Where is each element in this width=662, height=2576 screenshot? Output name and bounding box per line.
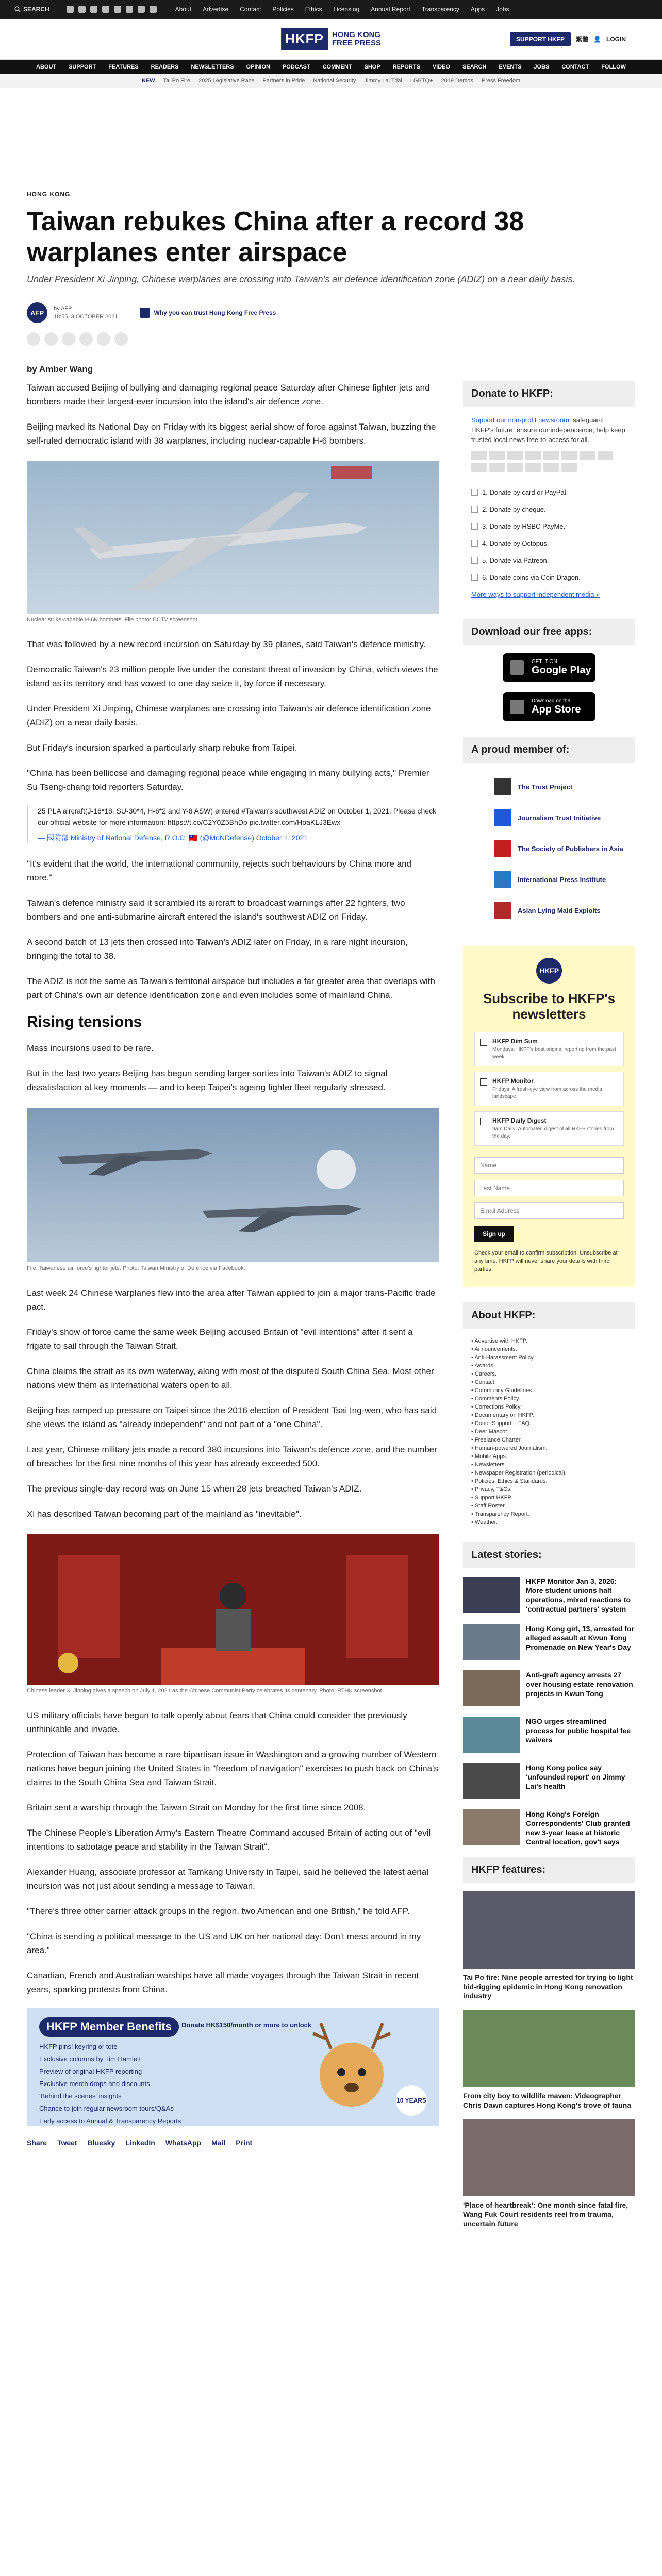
about-link[interactable]: • Deer Mascot.: [471, 1428, 627, 1436]
benefit-item: HKFP pins! keyring or tote: [39, 2043, 118, 2050]
radio-icon: [471, 557, 478, 564]
about-link[interactable]: • Contact.: [471, 1378, 627, 1386]
linkedin-icon[interactable]: [126, 6, 133, 13]
radio-icon: [471, 506, 478, 513]
logo-line-1: HONG KONG: [332, 30, 381, 39]
topic-ticker: [0, 74, 662, 88]
top-link-licensing[interactable]: Licensing: [333, 6, 360, 13]
amex-icon: [507, 451, 523, 460]
trust-icon: [140, 308, 150, 318]
newsletter-option[interactable]: [474, 1111, 624, 1146]
member-logo[interactable]: [494, 802, 635, 833]
bluesky-link[interactable]: Bluesky: [87, 2139, 115, 2147]
paragraph: Britain sent a warship through the Taiwan Strait on Monday for the first time since 2008.: [27, 1803, 366, 1812]
radio-icon: [471, 489, 478, 496]
linkedin-share-icon[interactable]: [79, 332, 93, 346]
about-title: About HKFP:: [463, 1302, 635, 1329]
newsletter-note: Check your email to confirm subscription. Unsubscribe at any time. HKFP will never share your details with third parties.: [474, 1250, 618, 1273]
x-icon[interactable]: [78, 6, 86, 13]
top-link-apps[interactable]: Apps: [470, 6, 485, 13]
benefits-subtitle: Donate HK$150/month or more to unlock: [181, 2021, 312, 2029]
paragraph: "There's three other carrier attack groups in the region, two American and one British," he told AFP.: [27, 1906, 410, 1916]
member-logo[interactable]: [494, 895, 635, 926]
ticker-item[interactable]: National Security: [313, 78, 356, 84]
donate-option-label: 5. Donate via Patreon.: [482, 556, 549, 564]
content-columns: [27, 381, 635, 2238]
benefits-list: [39, 2041, 181, 2126]
paragraph: Under President Xi Jinping, Chinese warplanes are crossing into Taiwan's air defence identification zone (ADIZ) on a near daily basis.: [27, 704, 431, 727]
latest-stories: [463, 1577, 635, 1846]
paragraph: "It's evident that the world, the international community, rejects such behaviours by China more and more.": [27, 859, 412, 883]
nav-events[interactable]: EVENTS: [499, 64, 522, 70]
about-link[interactable]: • Mobile Apps.: [471, 1452, 627, 1461]
photo-caption: Chinese leader Xi Jinping gives a speech on July 1, 2021 as the Chinese Communist Party celebrates its centenary. Photo: RTHK screenshot.: [27, 1688, 384, 1694]
top-link-transparency[interactable]: Transparency: [421, 6, 459, 13]
option-desc: Fridays: A fresh-eye view from across the media landscape.: [492, 1087, 602, 1099]
byline-source[interactable]: by AFP: [54, 306, 72, 312]
top-link-jobs[interactable]: Jobs: [496, 6, 509, 13]
story-title: Anti-graft agency arrests 27 over housing estate renovation projects in Kwun Tong: [526, 1671, 633, 1698]
story-thumbnail: [463, 1577, 520, 1613]
donate-text-body: safeguard HKFP's future, ensure our independence, help keep trusted local news free-to-access for all.: [471, 416, 625, 444]
about-link[interactable]: • Corrections Policy.: [471, 1403, 627, 1411]
newsletter-logo: HKFP: [536, 958, 562, 984]
radio-icon: [471, 540, 478, 547]
nav-about[interactable]: ABOUT: [36, 64, 57, 70]
story-title: Hong Kong police say 'unfounded report' on Jimmy Lai's health: [526, 1764, 625, 1790]
about-link[interactable]: • Anti-Harassment Policy.: [471, 1353, 627, 1362]
logo-text: [332, 31, 381, 47]
sopa-icon: [494, 840, 511, 857]
paragraph: Democratic Taiwan's 23 million people live under the constant threat of invasion by China, which views the island as its territory and has vowed to one day seize it, by force if necessary.: [27, 665, 438, 688]
ticker-item[interactable]: Tai Po Fire: [163, 78, 191, 84]
search-icon: [14, 6, 21, 12]
donate-option[interactable]: [471, 522, 627, 530]
wechat-icon: [507, 463, 523, 472]
nav-features[interactable]: FEATURES: [108, 64, 139, 70]
ipi-icon: [494, 871, 511, 888]
top-link-annual-report[interactable]: Annual Report: [371, 6, 410, 13]
donate-option[interactable]: [471, 505, 627, 513]
feature-image: [463, 2010, 635, 2087]
ticker-item[interactable]: 2025 Legislative Race: [198, 78, 255, 84]
paragraph: The previous single-day record was on June 15 when 28 jets breached Taiwan's ADIZ.: [27, 1484, 362, 1494]
embedded-tweet[interactable]: [27, 805, 439, 843]
main-nav: [0, 60, 662, 74]
tweet-text: 25 PLA aircraft(J-16*18, SU-30*4, H-6*2 and Y-8 ASW) entered #Taiwan's southwest ADIZ on October 1, 2021. Please check our official website for more information: https://t.co/C2Y0Z5BhDp pic.twitter.com/HoaKLJ3Ewx: [38, 807, 437, 826]
fps-icon: [598, 451, 613, 460]
bomber-photo: [27, 461, 439, 614]
paragraph: Canadian, French and Australian warships have all made voyages through the Taiwan Strait in recent years, sparking protests from China.: [27, 1971, 419, 1994]
donate-option[interactable]: [471, 573, 627, 581]
benefit-item: 'Behind the scenes' insights: [39, 2092, 122, 2100]
member-name: The Trust Project: [518, 783, 573, 791]
trust-label: Why you can trust Hong Kong Free Press: [154, 309, 276, 316]
social-icons: [67, 6, 157, 13]
ticker-item[interactable]: Jimmy Lai Trial: [364, 78, 402, 84]
about-link[interactable]: • Advertise with HKFP.: [471, 1337, 627, 1345]
story-item[interactable]: [463, 1624, 635, 1660]
about-link[interactable]: • Newspaper Registration (periodical).: [471, 1469, 627, 1477]
donate-option-label: 2. Donate by cheque.: [482, 505, 546, 513]
trust-project-icon: [494, 778, 511, 795]
nav-follow[interactable]: FOLLOW: [601, 64, 626, 70]
paragraph: Taiwan accused Beijing of bullying and damaging regional peace Saturday after Chinese fighter jets and bombers made their largest-ever incursion into the island's air defence zone.: [27, 383, 430, 406]
donate-option-label: 6. Donate coins via Coin Dragon.: [482, 573, 581, 581]
bank-icon: [543, 451, 559, 460]
article-body: [27, 381, 439, 2238]
apple-icon: [510, 700, 524, 714]
print-link[interactable]: Print: [236, 2139, 253, 2147]
donate-options: [463, 488, 635, 581]
paragraph: Last week 24 Chinese warplanes flew into the area after Taiwan applied to join a major trans-Pacific trade pact.: [27, 1288, 436, 1312]
nav-opinion[interactable]: OPINION: [246, 64, 270, 70]
feature-image: [463, 1891, 635, 1969]
features-title: HKFP features:: [463, 1857, 635, 1883]
story-item[interactable]: [463, 1763, 635, 1799]
share-icons-top: [27, 332, 635, 346]
photo-caption: File: Taiwanese air force's fighter jets. Photo: Taiwan Ministry of Defence via Facebook.: [27, 1265, 245, 1272]
apps-title: Download our free apps:: [463, 619, 635, 645]
member-name: International Press Institute: [518, 875, 606, 884]
instagram-icon[interactable]: [90, 6, 97, 13]
app-store-button[interactable]: [503, 692, 595, 721]
ticker-new-label: NEW: [141, 78, 155, 84]
paragraph: But in the last two years Beijing has begun sending larger sorties into Taiwan's ADIZ to signal dissatisfaction at key moments — and to keep Taipei's ageing fighter fleet regularly stressed.: [27, 1069, 388, 1092]
about-link[interactable]: • Careers.: [471, 1370, 627, 1378]
other-member-icon: [494, 902, 511, 919]
mail-share-icon[interactable]: [114, 332, 128, 346]
top-link-advertise[interactable]: Advertise: [203, 6, 229, 13]
patreon-icon: [471, 463, 487, 472]
feature-item[interactable]: [463, 1891, 635, 2001]
article-author: by Amber Wang: [27, 364, 93, 374]
feature-item[interactable]: [463, 2119, 635, 2228]
about-link[interactable]: • Comments Policy.: [471, 1395, 627, 1403]
ticker-item[interactable]: Press Freedom: [481, 78, 521, 84]
newsletter-option[interactable]: [474, 1072, 624, 1106]
story-title: NGO urges streamlined process for public hospital fee waivers: [526, 1717, 631, 1744]
story-thumbnail: [463, 1809, 520, 1845]
feature-image: [463, 2119, 635, 2196]
threads-icon[interactable]: [102, 6, 109, 13]
donate-option[interactable]: [471, 488, 627, 496]
speech-illustration: [27, 1534, 439, 1685]
option-title: HKFP Daily Digest: [492, 1117, 547, 1124]
afp-avatar: AFP: [27, 302, 47, 323]
login-link[interactable]: LOGIN: [606, 35, 626, 43]
about-link[interactable]: • Awards.: [471, 1362, 627, 1370]
rss-icon[interactable]: [150, 6, 157, 13]
whatsapp-share-icon[interactable]: [97, 332, 110, 346]
paragraph: "China is sending a political message to the US and UK on her national day: Don't mess around in my area.": [27, 1931, 421, 1955]
google-play-large: Google Play: [532, 665, 591, 676]
user-icon[interactable]: 👤: [593, 35, 601, 43]
logo-line-2: FREE PRESS: [332, 38, 381, 47]
donate-title: Donate to HKFP:: [463, 381, 635, 407]
feature-item[interactable]: [463, 2010, 635, 2110]
byline-date: 18:55, 3 OCTOBER 2021: [54, 314, 118, 320]
nav-search[interactable]: SEARCH: [462, 64, 487, 70]
checkbox-icon[interactable]: [480, 1118, 487, 1125]
paragraph: That was followed by a new record incursion on Saturday by 39 planes, said Taiwan's defence ministry.: [27, 639, 426, 649]
anniversary-badge: 10 YEARS: [396, 2085, 427, 2116]
article-subhead: Under President Xi Jinping, Chinese warplanes are crossing into Taiwan's air defence identification zone (ADIZ) on a near daily basis.: [27, 274, 575, 284]
story-item[interactable]: [463, 1809, 635, 1846]
nav-shop[interactable]: SHOP: [364, 64, 380, 70]
story-item[interactable]: [463, 1717, 635, 1753]
paragraph: Mass incursions used to be rare.: [27, 1043, 154, 1053]
member-logo[interactable]: [494, 833, 635, 864]
paragraph: The Chinese People's Liberation Army's Eastern Theatre Command accused Britain of acting out of "evil intentions to sabotage peace and stability in the Taiwan Strait".: [27, 1828, 431, 1852]
story-item[interactable]: [463, 1577, 635, 1614]
youtube-icon[interactable]: [114, 6, 121, 13]
coin-icon: [543, 463, 559, 472]
about-link[interactable]: • Freelance Charter.: [471, 1436, 627, 1444]
nav-readers[interactable]: READERS: [151, 64, 179, 70]
nav-podcast[interactable]: PODCAST: [282, 64, 310, 70]
benefits-title: HKFP Member Benefits: [39, 2017, 179, 2037]
mail-link[interactable]: Mail: [211, 2139, 226, 2147]
story-title: Hong Kong's Foreign Correspondents' Club granted new 3-year lease at historic Central location, gov't says: [526, 1810, 630, 1846]
paragraph: Friday's show of force came the same week Beijing accused Britain of "evil intentions" after it sent a frigate to sail through the Taiwan Strait.: [27, 1327, 413, 1351]
cheque-icon: [525, 463, 541, 472]
radio-icon: [471, 574, 478, 581]
donate-text-link[interactable]: Support our non-profit newsroom:: [471, 416, 571, 424]
paragraph: Protection of Taiwan has become a rare bipartisan issue in Washington and a growing number of Western nations have begun joining the United States in "freedom of navigation" exercises to push back on China's claims to the South China Sea and Taiwan Strait.: [27, 1750, 438, 1787]
paragraph: Xi has described Taiwan becoming part of the mainland as "inevitable".: [27, 1509, 302, 1519]
masthead: [0, 19, 662, 60]
story-thumbnail: [463, 1763, 520, 1799]
google-play-button[interactable]: [503, 653, 595, 682]
search-label: SEARCH: [23, 6, 49, 13]
top-link-ethics[interactable]: Ethics: [305, 6, 322, 13]
payme-icon: [580, 451, 595, 460]
option-desc: Mondays: HKFP's best original reporting from the past week.: [492, 1047, 616, 1060]
facebook-share-icon[interactable]: [27, 332, 40, 346]
paragraph: Alexander Huang, associate professor at Tamkang University in Taipei, said he believed the latest aerial incursion was not just about sending a message to Taiwan.: [27, 1867, 428, 1891]
about-list: [463, 1337, 635, 1527]
benefit-item: Early access to Annual & Transparency Reports: [39, 2117, 181, 2125]
article-headline: Taiwan rebukes China after a record 38 warplanes enter airspace: [27, 207, 524, 267]
more-ways-link[interactable]: More ways to support independent media »: [471, 590, 600, 598]
deer-mascot-icon: [295, 2018, 408, 2121]
bluesky-icon[interactable]: [138, 6, 145, 13]
about-link[interactable]: • Weather.: [471, 1518, 627, 1527]
paragraph: A second batch of 13 jets then crossed into Taiwan's ADIZ later on Friday, in a rare night incursion, bringing the total to 38.: [27, 937, 408, 961]
member-name: The Society of Publishers in Asia: [518, 844, 623, 853]
paragraph: The ADIZ is not the same as Taiwan's territorial airspace but includes a far greater area that overlaps with part of China's own air defence identification zone and even includes some of mainland China.: [27, 976, 435, 1000]
member-title: A proud member of:: [463, 737, 635, 763]
about-link[interactable]: • Human-powered Journalism.: [471, 1444, 627, 1452]
language-switch[interactable]: 繁體: [576, 36, 589, 43]
story-title: Hong Kong girl, 13, arrested for alleged assault at Kwun Tong Promenade on New Year's Day: [526, 1624, 635, 1651]
ticker-item[interactable]: Partners in Pride: [262, 78, 305, 84]
nav-jobs[interactable]: JOBS: [534, 64, 550, 70]
member-list: [463, 771, 635, 926]
nav-contact[interactable]: CONTACT: [561, 64, 589, 70]
last-name-input[interactable]: [474, 1180, 624, 1196]
about-link[interactable]: • Policies, Ethics & Standards.: [471, 1477, 627, 1485]
linkedin-link[interactable]: LinkedIn: [125, 2139, 155, 2147]
paypal-icon: [525, 451, 541, 460]
donate-option-label: 1. Donate by card or PayPal.: [482, 488, 568, 496]
paragraph: China claims the strait as its own waterway, along with most of the disputed South China Sea. Most other nations view them as international waters open to all.: [27, 1366, 434, 1390]
fighter-illustration: [27, 1108, 439, 1262]
about-link[interactable]: • Newsletters.: [471, 1461, 627, 1469]
paragraph: But Friday's incursion sparked a particularly sharp rebuke from Taipei.: [27, 743, 297, 753]
first-name-input[interactable]: [474, 1157, 624, 1174]
donate-option[interactable]: [471, 539, 627, 547]
nav-video[interactable]: VIDEO: [432, 64, 451, 70]
donate-text: [463, 415, 635, 445]
member-benefits-banner[interactable]: [27, 2008, 439, 2126]
option-desc: 9am Daily: Automated digest of all HKFP stories from the day.: [492, 1126, 614, 1139]
paragraph: Beijing has ramped up pressure on Taipei since the 2016 election of President Tsai Ing-wen, who has said she views the island as "already independent" and not part of a "one China".: [27, 1405, 437, 1429]
benefit-item: Exclusive merch drops and discounts: [39, 2080, 150, 2088]
logo-mark: HKFP: [281, 28, 328, 50]
donate-option[interactable]: [471, 556, 627, 564]
top-bar: [0, 0, 662, 19]
mastercard-icon: [471, 451, 487, 460]
newsletter-signup: [463, 946, 635, 1287]
top-links: [175, 6, 509, 13]
google-play-icon: [510, 660, 524, 675]
nav-newsletters[interactable]: NEWSLETTERS: [191, 64, 234, 70]
about-link[interactable]: • Documentary on HKFP.: [471, 1411, 627, 1419]
story-item[interactable]: [463, 1670, 635, 1706]
about-link[interactable]: • Transparency Report.: [471, 1510, 627, 1518]
tweet-link[interactable]: Tweet: [57, 2139, 77, 2147]
about-link[interactable]: • Announcements.: [471, 1345, 627, 1353]
nav-reports[interactable]: REPORTS: [392, 64, 420, 70]
paragraph: Beijing marked its National Day on Friday with its biggest aerial show of force against Taiwan, buzzing the self-ruled democratic island with 38 warplanes, including nuclear-capable H-6 bombers.: [27, 422, 436, 446]
about-link[interactable]: • Staff Roster.: [471, 1502, 627, 1510]
donate-option-label: 4. Donate by Octopus.: [482, 539, 549, 547]
site-logo[interactable]: [281, 28, 381, 50]
top-link-contact[interactable]: Contact: [240, 6, 261, 13]
member-logo[interactable]: [494, 771, 635, 802]
nav-comment[interactable]: COMMENT: [322, 64, 352, 70]
photo-caption: Nuclear strike-capable H-6K bombers. File photo: CCTV screenshot.: [27, 617, 199, 623]
about-link[interactable]: • Donor Support + FAQ.: [471, 1419, 627, 1428]
tweet-attribution[interactable]: — 國防部 Ministry of National Defense, R.O.C. 🇹🇼 (@MoNDefense) October 1, 2021: [38, 834, 308, 842]
fighter-jets-photo: [27, 1108, 439, 1262]
paragraph: US military officials have begun to talk openly about fears that China could consider the previously unthinkable and invade.: [27, 1710, 407, 1734]
section-heading: Rising tensions: [27, 1013, 142, 1030]
page-wrap: [27, 191, 635, 2238]
app-store-large: App Store: [532, 704, 581, 715]
crypto-icon: [561, 463, 577, 472]
story-thumbnail: [463, 1624, 520, 1660]
checkbox-icon[interactable]: [480, 1039, 487, 1046]
latest-title: Latest stories:: [463, 1542, 635, 1568]
story-thumbnail: [463, 1670, 520, 1706]
x-share-icon[interactable]: [44, 332, 58, 346]
sign-up-button[interactable]: Sign up: [474, 1226, 514, 1242]
email-input[interactable]: [474, 1202, 624, 1219]
member-logo[interactable]: [494, 864, 635, 895]
feature-title: Tai Po fire: Nine people arrested for trying to light bid-rigging epidemic in Hong Kong renovation industry: [463, 1973, 633, 2000]
whatsapp-link[interactable]: WhatsApp: [165, 2139, 202, 2147]
jti-icon: [494, 809, 511, 826]
xi-speech-photo: [27, 1534, 439, 1685]
about-link[interactable]: • Community Guidelines.: [471, 1386, 627, 1395]
alipay-icon: [489, 463, 505, 472]
about-link[interactable]: • Support HKFP.: [471, 1494, 627, 1502]
newsletter-option[interactable]: [474, 1032, 624, 1066]
benefit-item: Chance to join regular newsroom tours/Q&As: [39, 2105, 174, 2112]
bluesky-share-icon[interactable]: [62, 332, 75, 346]
story-title: HKFP Monitor Jan 3, 2026: More student unions halt operations, mixed reactions to 'contractual partners' system: [526, 1577, 631, 1613]
ticker-item[interactable]: LGBTQ+: [410, 78, 433, 84]
byline: [27, 302, 635, 323]
donate-option-label: 3. Donate by HSBC PayMe.: [482, 522, 566, 530]
member-name: Asian Lying Maid Exploits: [518, 906, 601, 914]
checkbox-icon[interactable]: [480, 1078, 487, 1086]
radio-icon: [471, 523, 478, 530]
feature-title: From city boy to wildlife maven: Videographer Chris Dawn captures Hong Kong's trove of fauna: [463, 2092, 632, 2109]
paragraph: Last year, Chinese military jets made a record 380 incursions into Taiwan's defence zone, and the number of breaches for the first nine months of this year has already exceeded 500.: [27, 1445, 437, 1468]
share-links: [27, 2139, 439, 2147]
option-title: HKFP Monitor: [492, 1077, 534, 1084]
facebook-icon[interactable]: [67, 6, 74, 13]
about-link[interactable]: • Privacy, T&Cs.: [471, 1485, 627, 1494]
paragraph: "China has been bellicose and damaging regional peace while engaging in many bullying acts," Premier Su Tseng-chang told reporters Saturday.: [27, 768, 429, 792]
app-store-small: Download on the: [532, 698, 571, 704]
ticker-item[interactable]: 2019 Demos: [441, 78, 473, 84]
visa-icon: [489, 451, 505, 460]
member-name: Journalism Trust Initiative: [518, 814, 601, 822]
share-link[interactable]: Share: [27, 2139, 47, 2147]
benefit-item: Exclusive columns by Tim Hamlett: [39, 2055, 141, 2063]
paragraph: Taiwan's defence ministry said it scrambled its aircraft to broadcast warnings after 22 fighters, two bombers and one anti-submarine aircraft entered the island's southwest ADIZ on Friday.: [27, 898, 405, 922]
article-category[interactable]: HONG KONG: [27, 191, 71, 198]
bomber-illustration: [27, 461, 439, 614]
top-link-about[interactable]: About: [175, 6, 192, 13]
byline-meta: [54, 304, 118, 321]
top-search-button[interactable]: [14, 6, 49, 13]
payment-icons: [463, 445, 635, 478]
masthead-actions: [510, 32, 626, 46]
nav-support[interactable]: SUPPORT: [69, 64, 96, 70]
benefit-item: Preview of original HKFP reporting: [39, 2067, 142, 2075]
story-thumbnail: [463, 1717, 520, 1753]
top-link-policies[interactable]: Policies: [272, 6, 294, 13]
option-title: HKFP Dim Sum: [492, 1038, 538, 1045]
newsletter-title: Subscribe to HKFP's newsletters: [483, 991, 616, 1022]
octopus-icon: [561, 451, 577, 460]
sidebar: [463, 381, 635, 2238]
feature-title: 'Place of heartbreak': One month since fatal fire, Wang Fuk Court residents reel from trauma, uncertain future: [463, 2201, 628, 2228]
trust-link[interactable]: [140, 308, 276, 318]
support-hkfp-button[interactable]: SUPPORT HKFP: [510, 32, 571, 46]
google-play-small: GET IT ON: [532, 659, 557, 665]
